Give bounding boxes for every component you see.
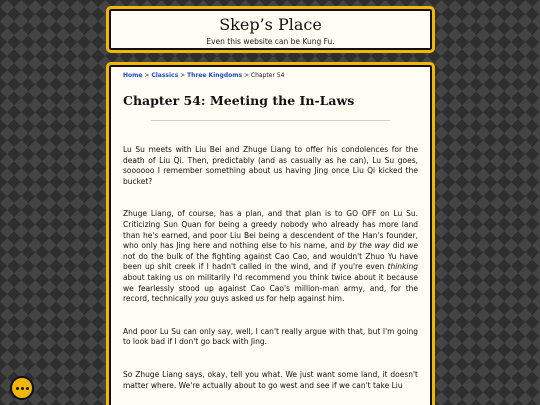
- emphasis: by the way: [347, 241, 390, 251]
- emphasis: we: [407, 241, 418, 251]
- paragraph-1: Lu Su meets with Liu Bei and Zhuge Liang to offer his condolences for the death of Liu Qi. Then, predictably (and as casually as he can), Lu Su goes, soooooo I remember something about us having Jing once Liu Qi kicked the bucket?: [123, 145, 418, 186]
- site-tagline: Even this website can be Kung Fu.: [206, 37, 335, 46]
- paragraph-3: And poor Lu Su can only say, well, I can't really argue with that, but I'm going to look bad if I don't go back with Jing.: [123, 326, 418, 347]
- paragraph-2: [123, 209, 418, 304]
- text-run: did: [389, 241, 408, 251]
- breadcrumb-home-link[interactable]: Home: [123, 72, 143, 79]
- breadcrumb: [123, 72, 418, 79]
- breadcrumb-separator: >: [242, 72, 251, 79]
- site-title[interactable]: Skep’s Place: [219, 15, 322, 34]
- text-run: guys asked: [208, 294, 256, 304]
- site-header: [106, 6, 435, 53]
- breadcrumb-classics-link[interactable]: Classics: [151, 72, 179, 79]
- dot: [26, 387, 29, 390]
- breadcrumb-separator: >: [178, 72, 187, 79]
- more-dots-icon[interactable]: [10, 376, 34, 400]
- article-card: [106, 62, 435, 405]
- emphasis: you: [194, 294, 209, 304]
- breadcrumb-separator: >: [142, 72, 152, 79]
- text-run: Zhuge Liang, of course, has a plan, and that plan is to GO OFF on Lu Su. Criticizing Sun Quan for being a greedy nobody who already has more land than he's earned, and poor Liu Bei being a descendent of the Han's founder, who only has Jing here and nothing else to his name, and: [123, 209, 418, 251]
- dot: [16, 387, 19, 390]
- emphasis: us: [255, 294, 265, 304]
- breadcrumb-three-kingdoms-link[interactable]: Three Kingdoms: [187, 72, 243, 79]
- paragraph-4: So Zhuge Liang says, okay, tell you what. We just want some land, it doesn't matter where. We're actually about to go west and see if we can't take Liu: [123, 369, 418, 390]
- breadcrumb-current: Chapter 54: [250, 72, 285, 79]
- divider: [151, 120, 390, 121]
- chapter-title: Chapter 54: Meeting the In-Laws: [123, 93, 355, 108]
- text-run: for help against him.: [264, 294, 345, 304]
- text-run: about taking us on militarily I'd recommend you think twice about it because we fearlessly stood up against Cao Cao's million-man army, and, for the record, technically: [123, 272, 418, 304]
- dot: [21, 387, 24, 390]
- text-run: not do the bulk of the fighting against Cao Cao, and wouldn't Zhuo Yu have been up shit creek if I hadn't called in the wind, and if you're even: [123, 251, 418, 272]
- emphasis: thinking: [387, 262, 418, 272]
